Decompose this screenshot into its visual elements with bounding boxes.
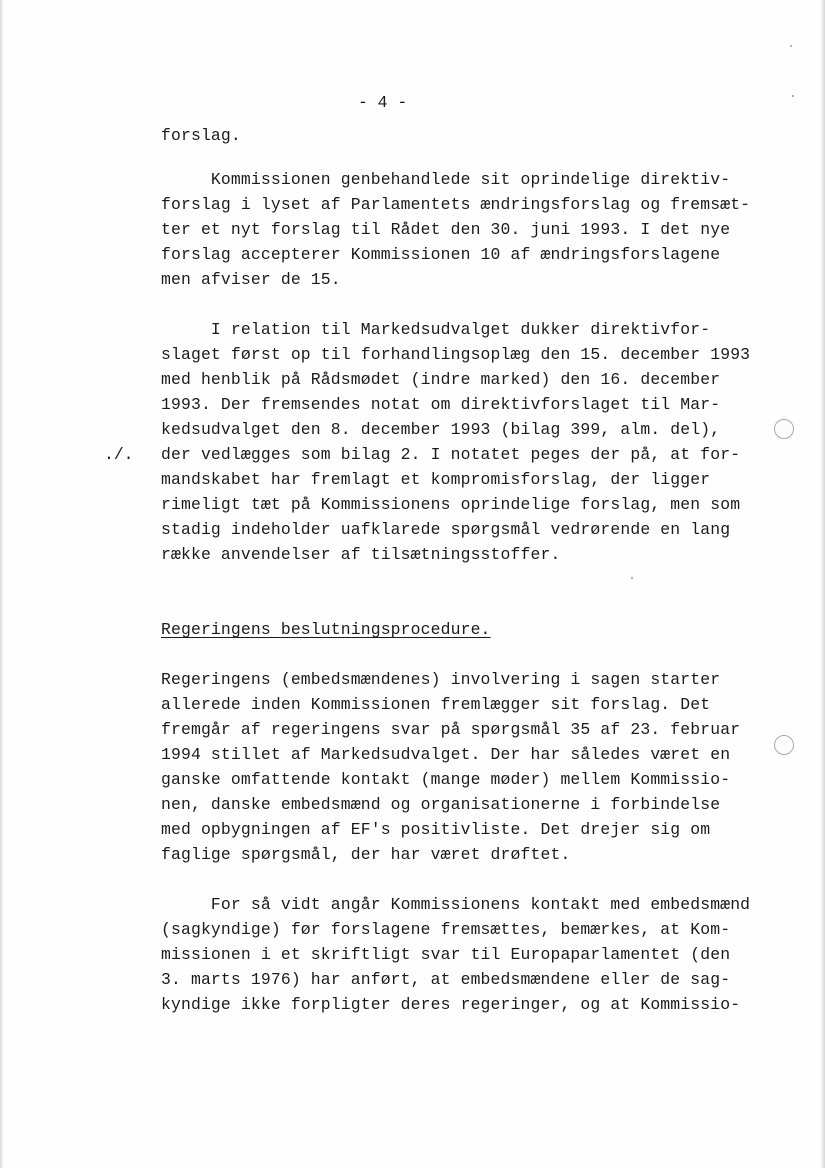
line: kedsudvalget den 8. december 1993 (bilag 399, alm. del), bbox=[161, 420, 721, 439]
line: slaget først op til forhandlingsoplæg den 15. december 1993 bbox=[161, 345, 751, 364]
line: Kommissionen genbehandlede sit oprindelige direktiv- bbox=[161, 170, 731, 189]
section-heading: Regeringens beslutningsprocedure. bbox=[161, 620, 491, 639]
margin-reference-mark: ./. bbox=[104, 445, 134, 464]
punch-hole-lower bbox=[774, 735, 794, 755]
line: ter et nyt forslag til Rådet den 30. juni 1993. I det nye bbox=[161, 220, 731, 239]
line: 1993. Der fremsendes notat om direktivforslaget til Mar- bbox=[161, 395, 721, 414]
line: 1994 stillet af Markedsudvalget. Der har således været en bbox=[161, 745, 731, 764]
line: fremgår af regeringens svar på spørgsmål 35 af 23. februar bbox=[161, 720, 741, 739]
line: kyndige ikke forpligter deres regeringer, og at Kommissio- bbox=[161, 995, 741, 1014]
line: (sagkyndige) før forslagene fremsættes, bemærkes, at Kom- bbox=[161, 920, 731, 939]
line: 3. marts 1976) har anført, at embedsmændene eller de sag- bbox=[161, 970, 731, 989]
line: med henblik på Rådsmødet (indre marked) den 16. december bbox=[161, 370, 721, 389]
line: forslag i lyset af Parlamentets ændringsforslag og fremsæt- bbox=[161, 195, 751, 214]
line: For så vidt angår Kommissionens kontakt med embedsmænd bbox=[161, 895, 751, 914]
line: Regeringens (embedsmændenes) involvering i sagen starter bbox=[161, 670, 721, 689]
scan-edge-left bbox=[0, 0, 3, 1168]
line: der vedlægges som bilag 2. I notatet peges der på, at for- bbox=[161, 445, 741, 464]
line: ganske omfattende kontakt (mange møder) mellem Kommissio- bbox=[161, 770, 731, 789]
line: allerede inden Kommissionen fremlægger sit forslag. Det bbox=[161, 695, 711, 714]
line: forslag. bbox=[161, 126, 241, 145]
line: faglige spørgsmål, der har været drøftet. bbox=[161, 845, 571, 864]
line: række anvendelser af tilsætningsstoffer. bbox=[161, 545, 561, 564]
line: rimeligt tæt på Kommissionens oprindelige forslag, men som bbox=[161, 495, 741, 514]
line: forslag accepterer Kommissionen 10 af ændringsforslagene bbox=[161, 245, 721, 264]
line: missionen i et skriftligt svar til Europaparlamentet (den bbox=[161, 945, 731, 964]
line: I relation til Markedsudvalget dukker direktivfor- bbox=[161, 320, 711, 339]
scan-speck bbox=[792, 95, 794, 97]
line: med opbygningen af EF's positivliste. Det drejer sig om bbox=[161, 820, 711, 839]
line: stadig indeholder uafklarede spørgsmål vedrørende en lang bbox=[161, 520, 731, 539]
line: men afviser de 15. bbox=[161, 270, 341, 289]
punch-hole-upper bbox=[774, 419, 794, 439]
page-number: - 4 - bbox=[358, 93, 408, 112]
line: mandskabet har fremlagt et kompromisforslag, der ligger bbox=[161, 470, 711, 489]
scan-speck bbox=[631, 577, 633, 579]
line: nen, danske embedsmænd og organisationerne i forbindelse bbox=[161, 795, 721, 814]
scan-edge-right bbox=[821, 0, 825, 1168]
scan-speck bbox=[790, 45, 792, 47]
